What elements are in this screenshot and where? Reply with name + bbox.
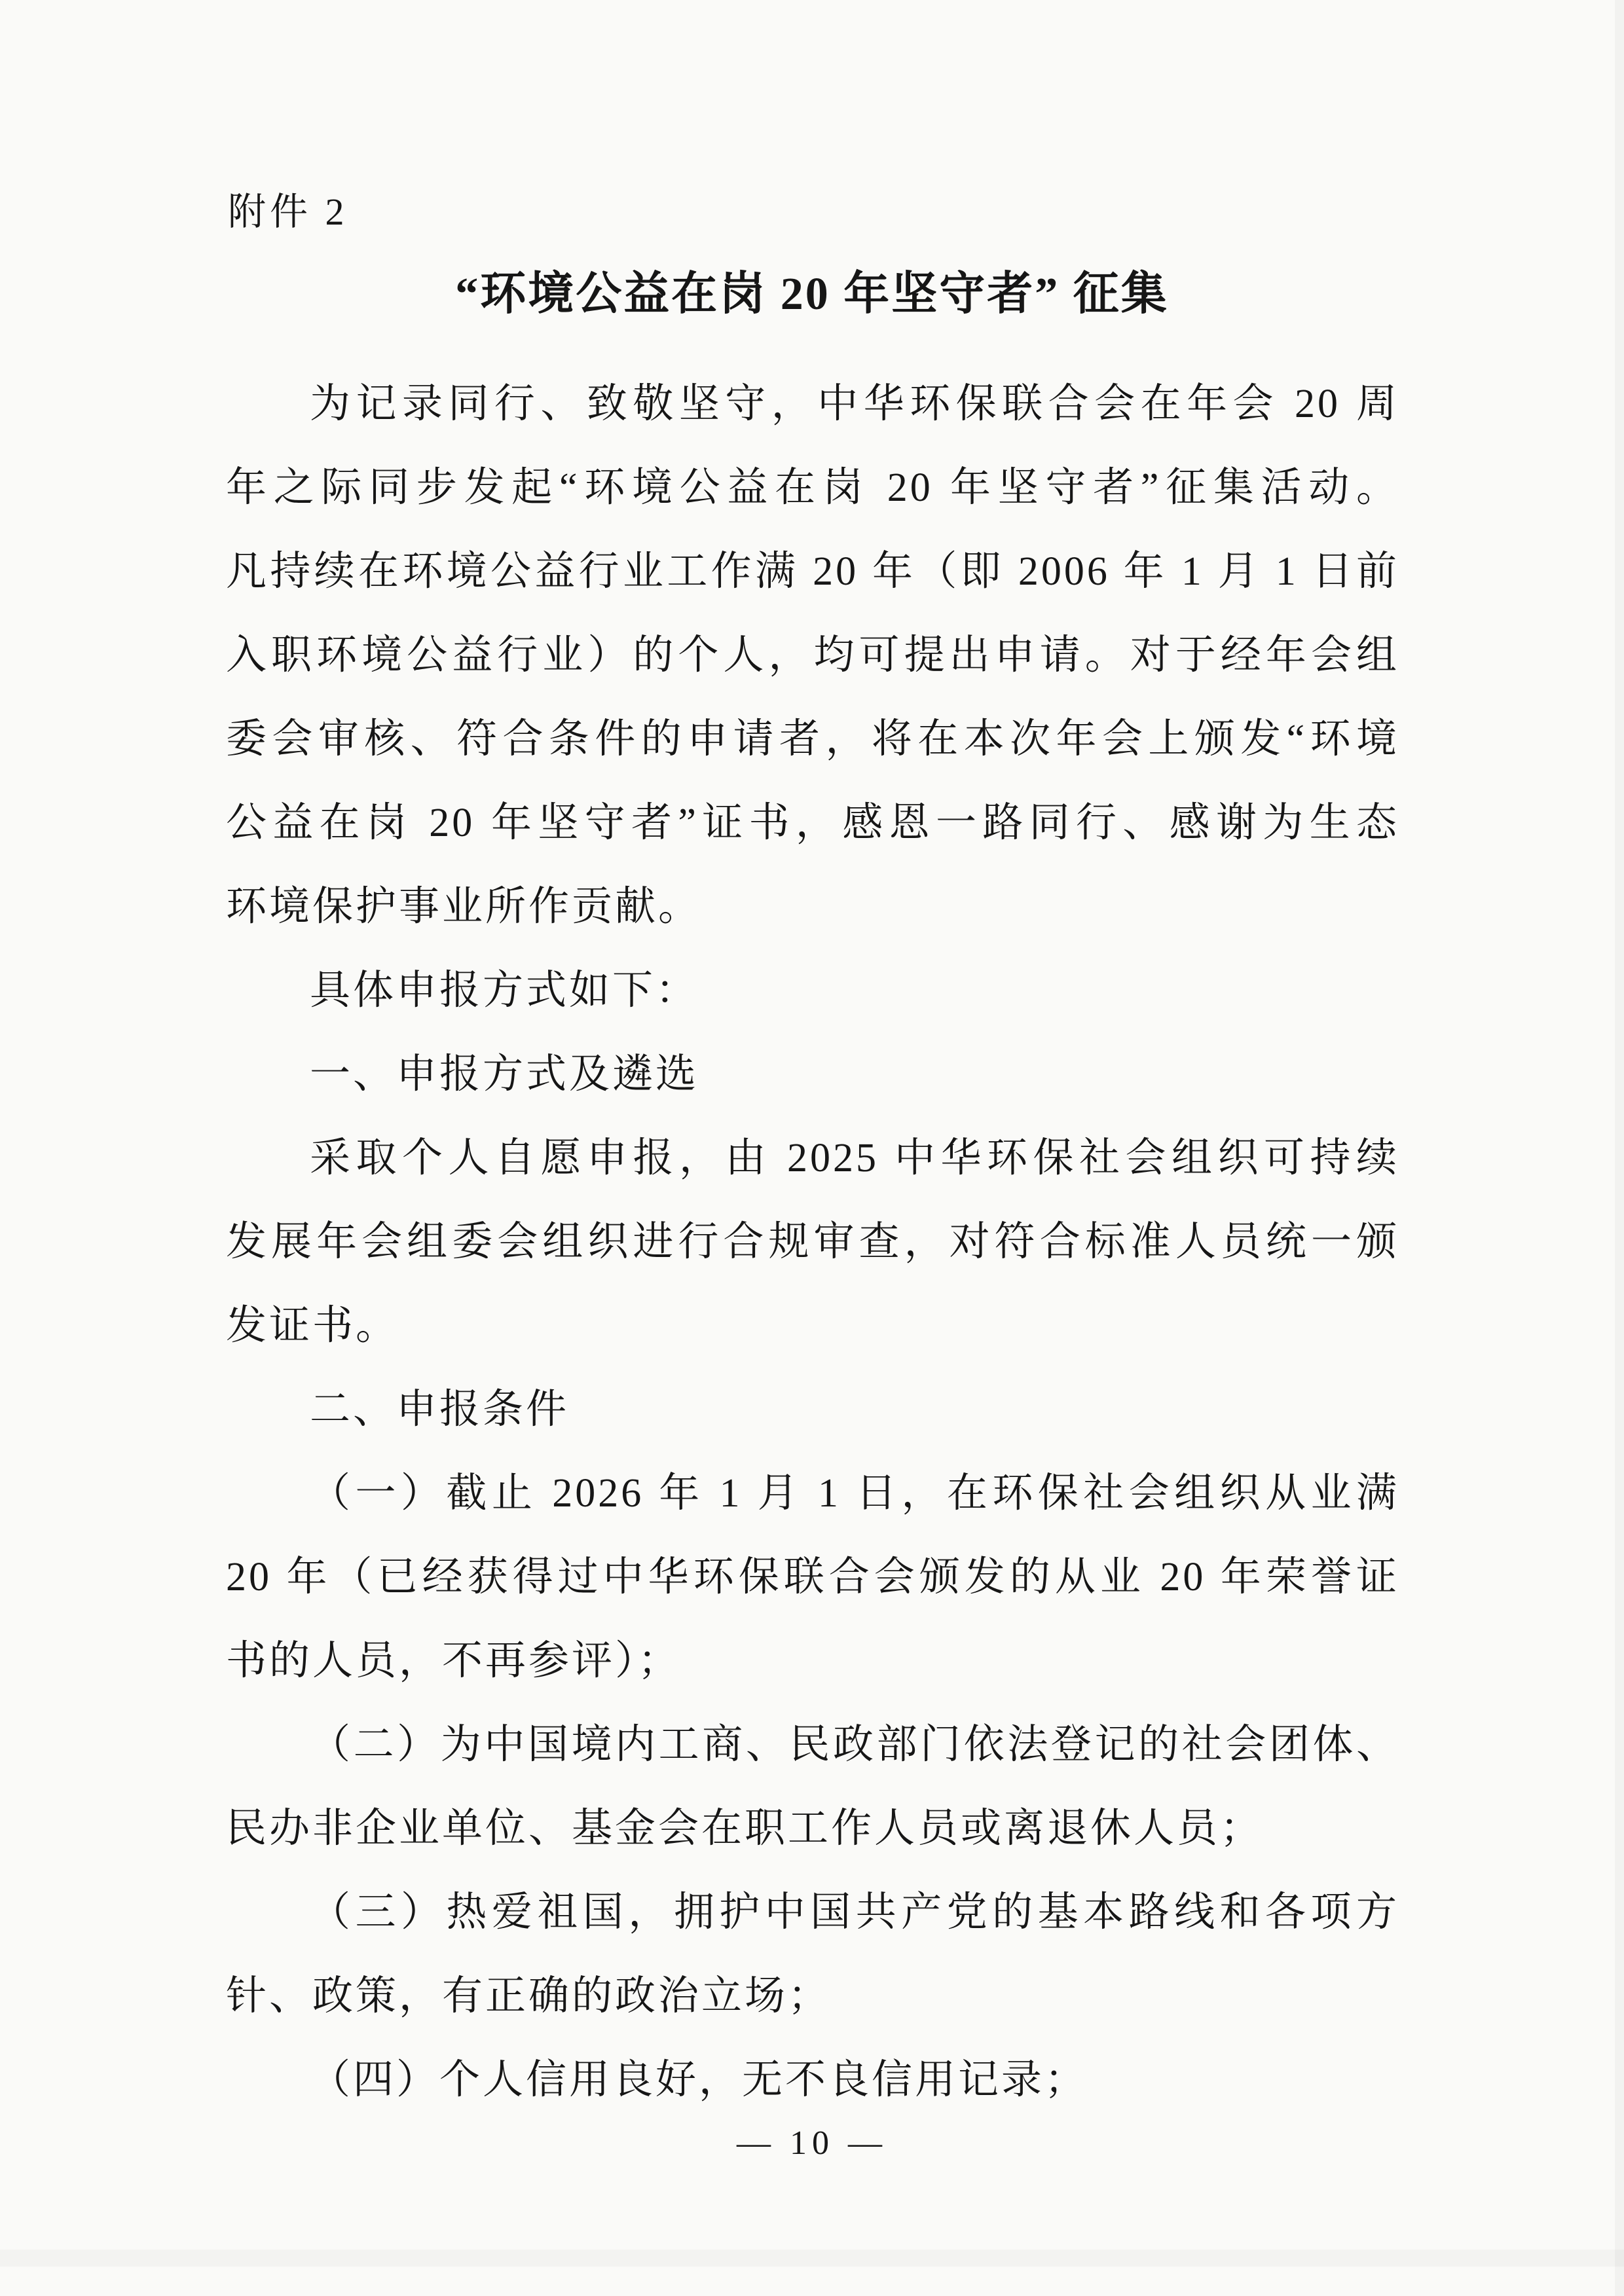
attachment-label: 附件 2: [228, 191, 348, 233]
section-heading: 一、申报方式及遴选: [310, 1052, 699, 1097]
body-line: 年之际同步发起“环境公益在岗 20 年坚守者”征集活动。: [226, 465, 1399, 510]
body-line: 具体申报方式如下：: [310, 968, 699, 1013]
body-line: 针、政策，有正确的政治立场；: [226, 1974, 832, 2018]
section-heading: 二、申报条件: [310, 1387, 570, 1432]
body-line: 公益在岗 20 年坚守者”证书，感恩一路同行、感谢为生态: [226, 801, 1399, 845]
page-number: — 10 —: [737, 2124, 887, 2162]
body-text: [226, 362, 1399, 2122]
body-line: 民办非企业单位、基金会在职工作人员或离退休人员；: [226, 1806, 1264, 1851]
body-line: 入职环境公益行业）的个人，均可提出申请。对于经年会组: [226, 633, 1399, 678]
scan-artifact: [0, 2250, 1624, 2267]
body-line: 环境保护事业所作贡献。: [226, 884, 702, 929]
body-line: 发展年会组委会组织进行合规审查，对符合标准人员统一颁: [226, 1220, 1399, 1264]
body-line: 委会审核、符合条件的申请者，将在本次年会上颁发“环境: [226, 717, 1399, 761]
body-line: （二）为中国境内工商、民政部门依法登记的社会团体、: [310, 1722, 1399, 1767]
body-line: 为记录同行、致敬坚守，中华环保联合会在年会 20 周: [310, 382, 1399, 426]
body-line: 发证书。: [226, 1303, 399, 1348]
body-line: （三）热爱祖国，拥护中国共产党的基本路线和各项方: [310, 1890, 1399, 1935]
body-line: （四）个人信用良好，无不良信用记录；: [310, 2058, 1088, 2102]
scan-artifact: [1615, 0, 1624, 2296]
body-line: （一）截止 2026 年 1 月 1 日，在环保社会组织从业满: [310, 1471, 1399, 1516]
body-line: 20 年（已经获得过中华环保联合会颁发的从业 20 年荣誉证: [226, 1555, 1399, 1599]
body-line: 书的人员，不再参评）；: [226, 1639, 682, 1683]
body-line: 凡持续在环境公益行业工作满 20 年（即 2006 年 1 月 1 日前: [226, 549, 1399, 594]
body-line: 采取个人自愿申报，由 2025 中华环保社会组织可持续: [310, 1136, 1399, 1180]
page-title: “环境公益在岗 20 年坚守者” 征集: [455, 269, 1169, 319]
